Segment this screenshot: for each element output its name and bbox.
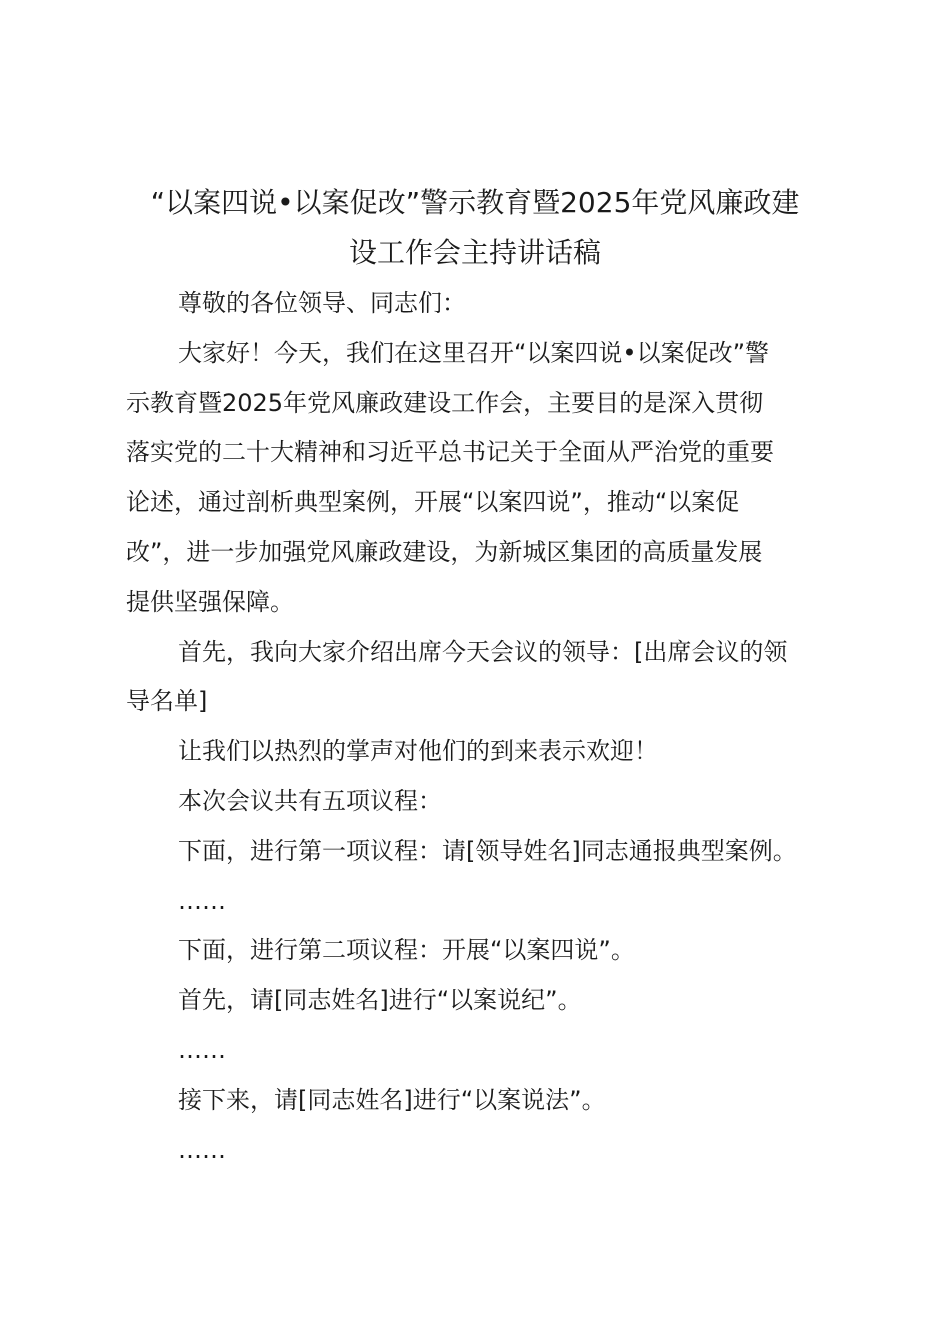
paragraph-line: 让我们以热烈的掌声对他们的到来表示欢迎！ <box>178 737 658 766</box>
title-line-1: “以案四说•以案促改”警示教育暨2025年党风廉政建 <box>150 186 800 219</box>
paragraph-line: …… <box>178 1135 226 1164</box>
paragraph <box>126 777 832 827</box>
paragraph-line: …… <box>178 1035 226 1064</box>
document-title <box>110 178 840 278</box>
paragraph-line: 接下来，请[同志姓名]进行“以案说法”。 <box>178 1085 606 1114</box>
paragraph <box>126 329 832 628</box>
paragraph <box>126 1126 832 1176</box>
paragraph-line: 本次会议共有五项议程： <box>178 786 442 815</box>
paragraph-line: 下面，进行第一项议程：请[领导姓名]同志通报典型案例。 <box>178 836 797 865</box>
paragraph-line: 提供坚强保障。 <box>126 587 294 616</box>
paragraph <box>126 827 832 877</box>
title-line-2: 设工作会主持讲话稿 <box>348 236 601 269</box>
paragraph-line: 论述，通过剖析典型案例，开展“以案四说”，推动“以案促 <box>126 488 740 517</box>
paragraph-line: 尊敬的各位领导、同志们： <box>178 289 466 317</box>
paragraph-line: 导名单] <box>126 687 208 716</box>
paragraph <box>126 877 832 927</box>
paragraph <box>126 1076 832 1126</box>
paragraph <box>126 926 832 976</box>
paragraph-line: 首先，我向大家介绍出席今天会议的领导：[出席会议的领 <box>178 637 788 666</box>
paragraph <box>126 1026 832 1076</box>
paragraph-line: …… <box>178 886 226 915</box>
paragraph-line: 改”，进一步加强党风廉政建设，为新城区集团的高质量发展 <box>126 537 763 566</box>
paragraph-line: 下面，进行第二项议程：开展“以案四说”。 <box>178 936 635 965</box>
paragraph-line: 首先，请[同志姓名]进行“以案说纪”。 <box>178 986 582 1015</box>
document-body <box>126 279 832 1175</box>
paragraph-line: 大家好！今天，我们在这里召开“以案四说•以案促改”警 <box>178 338 770 367</box>
paragraph <box>126 628 832 728</box>
paragraph <box>126 279 832 329</box>
paragraph-line: 示教育暨2025年党风廉政建设工作会，主要目的是深入贯彻 <box>126 388 764 417</box>
paragraph <box>126 727 832 777</box>
paragraph-line: 落实党的二十大精神和习近平总书记关于全面从严治党的重要 <box>126 438 774 467</box>
paragraph <box>126 976 832 1026</box>
